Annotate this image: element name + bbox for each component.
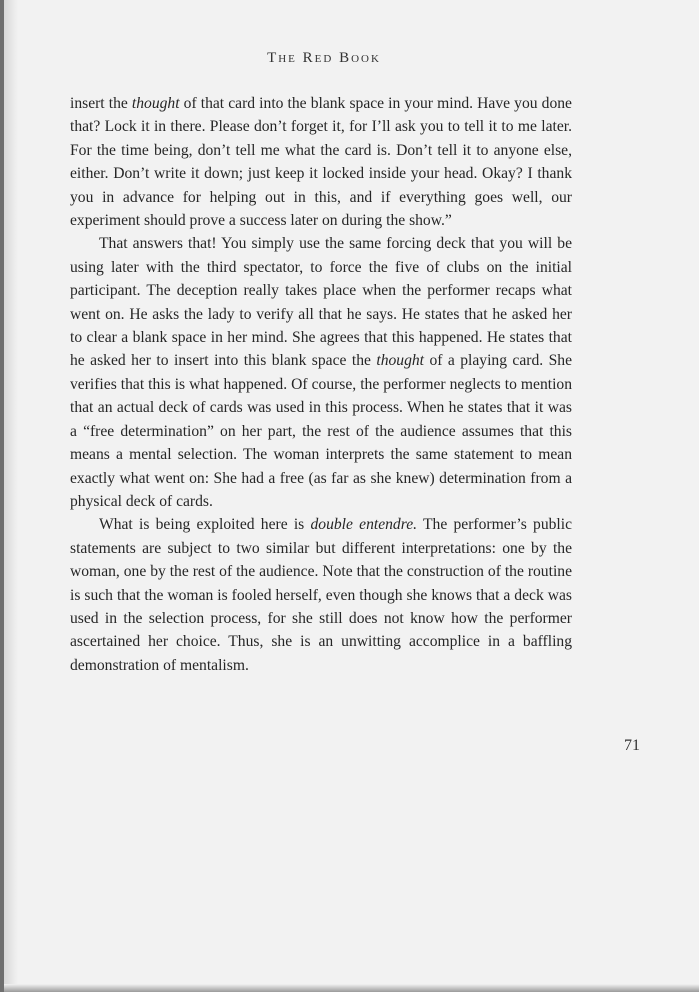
italic-text: thought: [376, 352, 425, 370]
page-bottom-edge: [4, 984, 699, 992]
paragraph: [70, 513, 572, 677]
running-head: The Red Book: [267, 50, 381, 66]
text-run: insert the: [70, 95, 132, 112]
book-page: [4, 0, 699, 992]
body-text: [70, 92, 572, 677]
text-run: What is being exploited here is: [99, 516, 311, 534]
text-run: The performer’s public statements are subject to two similar but different interpretations: one by the woman, one by the rest of the audience. Note that the construction of the routine is such that the woman is fooled herself, even though she knows that a deck was used in the selection process, for she still does not know how the performer ascertained her choice. Thus, she is an unwitting accomplice in a baffling demonstration of mentalism.: [70, 516, 573, 674]
page-number: 71: [624, 737, 640, 754]
paragraph: [70, 232, 572, 513]
text-run: of a playing card. She verifies that this is what happened. Of course, the performer neglects to mention that an actual deck of cards was used in this process. When he states that it was a “free determination” on her part, the rest of the audience assumes that this means a mental selection. The woman interprets the same statement to mean exactly what went on: She had a free (as far as she knew) determination from a physical deck of cards.: [70, 352, 572, 510]
italic-text: thought: [131, 95, 180, 112]
text-run: That answers that! You simply use the same forcing deck that you will be using later with the third spectator, to force the five of clubs on the initial participant. The deception really takes place when the performer recaps what went on. He asks the lady to verify all that he says. He states that he asked her to clear a blank space in her mind. She agrees that this happened. He states that he asked her to insert into this blank space the: [70, 235, 572, 370]
text-run: of that card into the blank space in your mind. Have you done that? Lock it in there. Please don’t forget it, for I’ll ask you to tell it to me later. For the time being, don’t tell me what the card is. Don’t tell it to anyone else, either. Don’t write it down; just keep it locked inside your head. Okay? I thank you in advance for helping out in this, and if everything goes well, our experiment should prove a success later on during the show.”: [70, 95, 572, 230]
paragraph: [70, 92, 572, 232]
gutter-shadow: [4, 0, 18, 992]
italic-text: double entendre.: [310, 516, 418, 534]
